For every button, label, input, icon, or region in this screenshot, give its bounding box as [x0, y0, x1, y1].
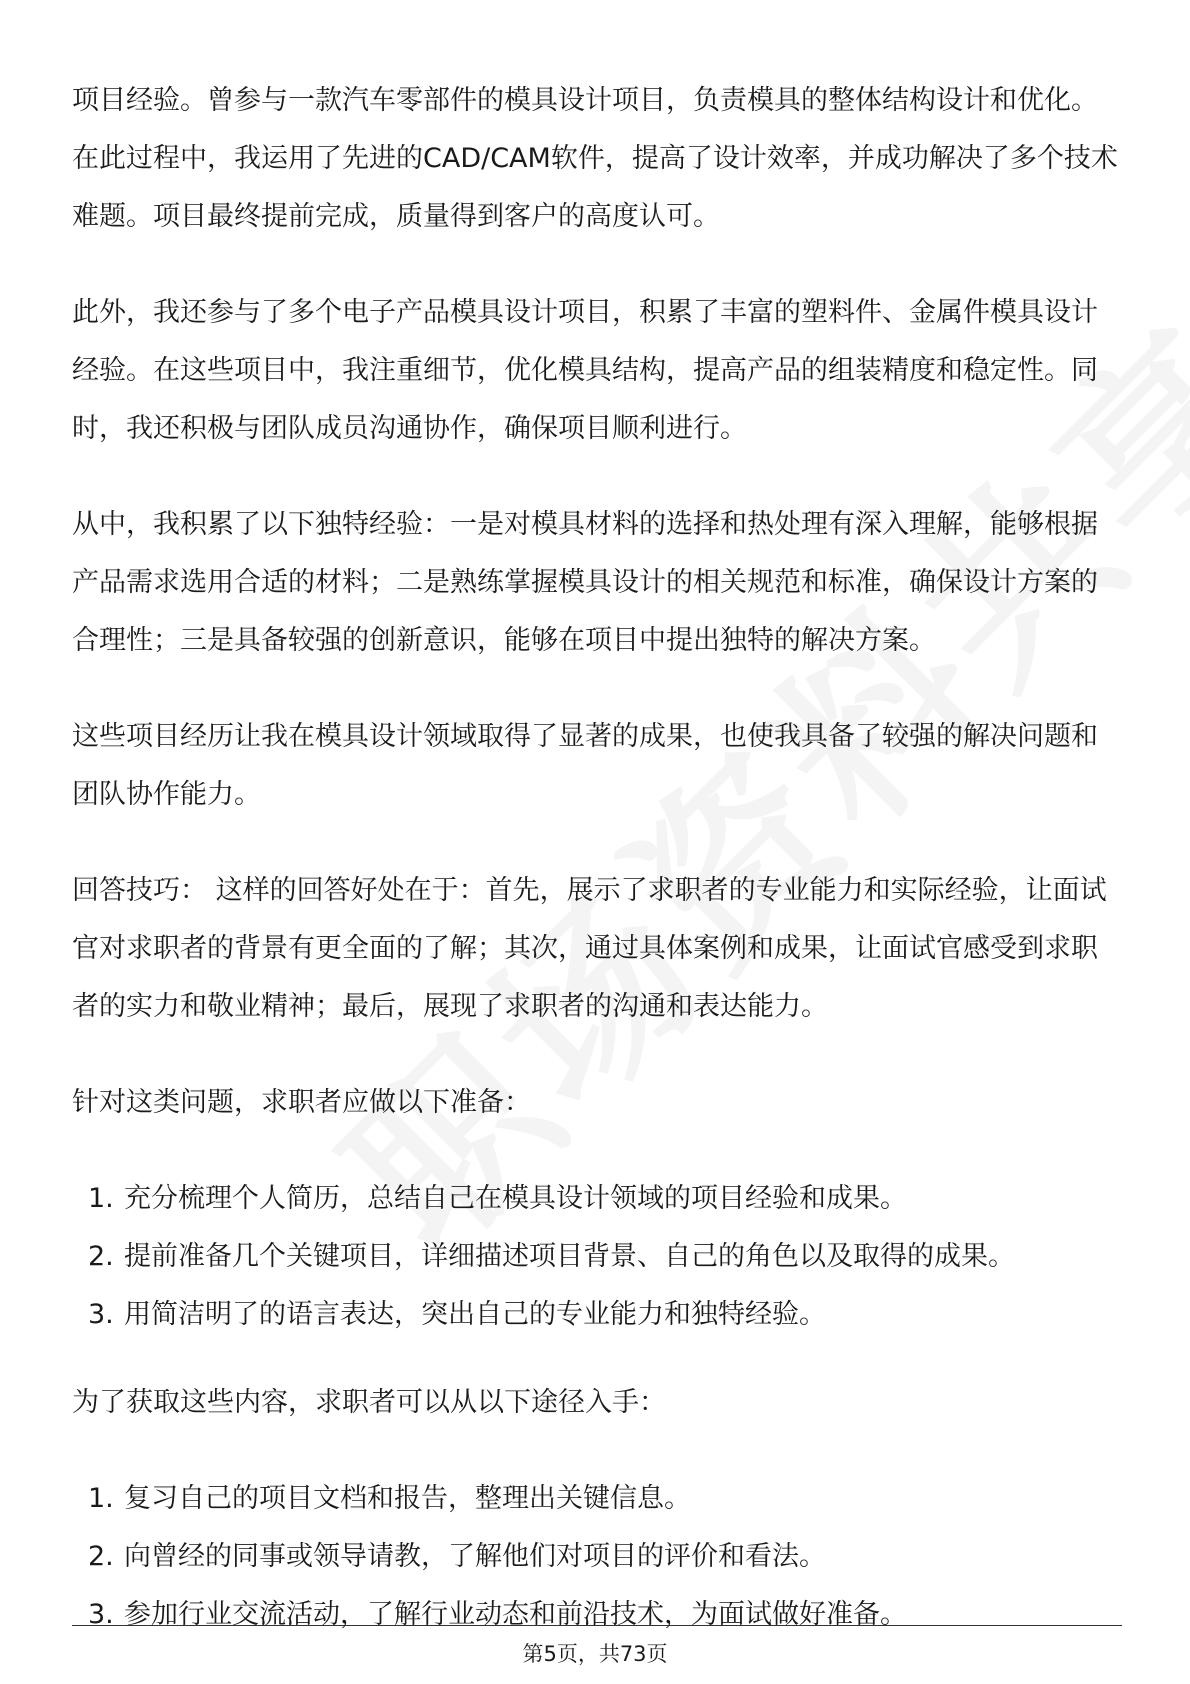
list-item-text: 向曾经的同事或领导请教，了解他们对项目的评价和看法。	[124, 1541, 826, 1572]
page-content	[72, 72, 1122, 1674]
list-item	[72, 1228, 1122, 1286]
list-item-number: 1.	[88, 1183, 114, 1214]
list-item-text: 参加行业交流活动，了解行业动态和前沿技术，为面试做好准备。	[124, 1599, 907, 1630]
list-item-text: 提前准备几个关键项目，详细描述项目背景、自己的角色以及取得的成果。	[124, 1241, 1015, 1272]
list-item-number: 3.	[88, 1599, 114, 1630]
list-item	[72, 1528, 1122, 1586]
paragraph-unique-experience: 从中，我积累了以下独特经验：一是对模具材料的选择和热处理有深入理解，能够根据产品需求选用合适的材料；二是熟练掌握模具设计的相关规范和标准，确保设计方案的合理性；三是具备较强的创新意识，能够在项目中提出独特的解决方案。	[72, 509, 1098, 656]
page-number-footer: 第5页，共73页	[522, 1642, 668, 1666]
paragraph-answer-tips: 回答技巧： 这样的回答好处在于：首先，展示了求职者的专业能力和实际经验，让面试官对求职者的背景有更全面的了解；其次，通过具体案例和成果，让面试官感受到求职者的实力和敬业精神；最后，展现了求职者的沟通和表达能力。	[72, 875, 1107, 1022]
list-item-number: 1.	[88, 1483, 114, 1514]
list-item-text: 复习自己的项目文档和报告，整理出关键信息。	[124, 1483, 691, 1514]
list-item	[72, 1470, 1122, 1528]
list-item	[72, 1586, 1122, 1644]
list-item-number: 3.	[88, 1299, 114, 1330]
paragraph-project-experience: 项目经验。曾参与一款汽车零部件的模具设计项目，负责模具的整体结构设计和优化。在此过程中，我运用了先进的CAD/CAM软件，提高了设计效率，并成功解决了多个技术难题。项目最终提前完成，质量得到客户的高度认可。	[72, 85, 1118, 232]
preparation-list	[72, 1170, 1122, 1344]
paragraph-sources-intro: 为了获取这些内容，求职者可以从以下途径入手：	[72, 1387, 666, 1418]
paragraph-preparation-intro: 针对这类问题，求职者应做以下准备：	[72, 1087, 531, 1118]
list-item-number: 2.	[88, 1241, 114, 1272]
list-item-text: 充分梳理个人简历，总结自己在模具设计领域的项目经验和成果。	[124, 1183, 907, 1214]
paragraph-electronics-projects: 此外，我还参与了多个电子产品模具设计项目，积累了丰富的塑料件、金属件模具设计经验。在这些项目中，我注重细节，优化模具结构，提高产品的组装精度和稳定性。同时，我还积极与团队成员沟通协作，确保项目顺利进行。	[72, 297, 1098, 444]
list-item-number: 2.	[88, 1541, 114, 1572]
list-item	[72, 1286, 1122, 1344]
sources-list	[72, 1470, 1122, 1644]
list-item	[72, 1170, 1122, 1228]
paragraph-results: 这些项目经历让我在模具设计领域取得了显著的成果，也使我具备了较强的解决问题和团队协作能力。	[72, 721, 1098, 810]
list-item-text: 用简洁明了的语言表达，突出自己的专业能力和独特经验。	[124, 1299, 826, 1330]
